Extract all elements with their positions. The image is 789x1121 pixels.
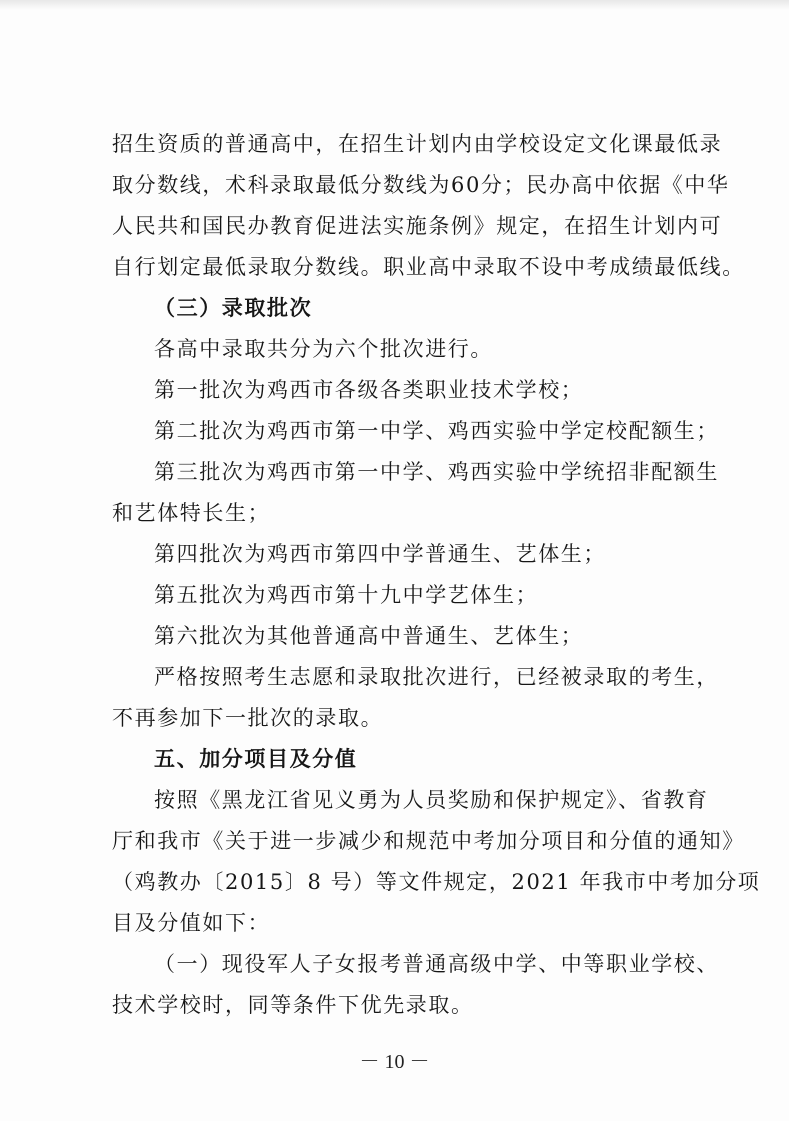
- batch-4-line: 第四批次为鸡西市第四中学普通生、艺体生；: [154, 542, 606, 566]
- body-line-15: 不再参加下一批次的录取。: [112, 706, 384, 730]
- body-line-6: 各高中录取共分为六个批次进行。: [154, 337, 493, 361]
- body-line-21: （一）现役军人子女报考普通高级中学、中等职业学校、: [154, 952, 719, 976]
- batch-6-line: 第六批次为其他普通高中普通生、艺体生；: [154, 624, 584, 648]
- body-line-20: 目及分值如下：: [112, 911, 271, 935]
- body-line-18: 厅和我市《关于进一步减少和规范中考加分项目和分值的通知》: [112, 829, 745, 853]
- body-line-3: 人民共和国民办教育促进法实施条例》规定，在招生计划内可: [112, 214, 723, 238]
- body-line-17: 按照《黑龙江省见义勇为人员奖励和保护规定》、省教育: [154, 788, 709, 812]
- body-line-2: 取分数线，术科录取最低分数线为60分；民办高中依据《中华: [112, 173, 730, 197]
- section-heading-bonus-points: 五、加分项目及分值: [154, 747, 358, 771]
- batch-5-line: 第五批次为鸡西市第十九中学艺体生；: [154, 583, 539, 607]
- batch-3-line: 第三批次为鸡西市第一中学、鸡西实验中学统招非配额生: [154, 460, 719, 484]
- body-line-4: 自行划定最低录取分数线。职业高中录取不设中考成绩最低线。: [112, 255, 745, 279]
- body-line-1: 招生资质的普通高中，在招生计划内由学校设定文化课最低录: [112, 132, 723, 156]
- subsection-heading-admission-batches: （三）录取批次: [154, 296, 313, 320]
- body-line-19: （鸡教办〔2015〕8 号）等文件规定，2021 年我市中考加分项: [112, 870, 761, 894]
- body-line-14: 严格按照考生志愿和录取批次进行，已经被录取的考生，: [154, 665, 719, 689]
- batch-3-line-cont: 和艺体特长生；: [112, 501, 271, 525]
- body-line-22: 技术学校时，同等条件下优先录取。: [112, 993, 474, 1017]
- batch-2-line: 第二批次为鸡西市第一中学、鸡西实验中学定校配额生；: [154, 419, 719, 443]
- batch-1-line: 第一批次为鸡西市各级各类职业技术学校；: [154, 378, 584, 402]
- scan-top-edge: [0, 0, 789, 10]
- page-number: － 10 －: [359, 1051, 430, 1073]
